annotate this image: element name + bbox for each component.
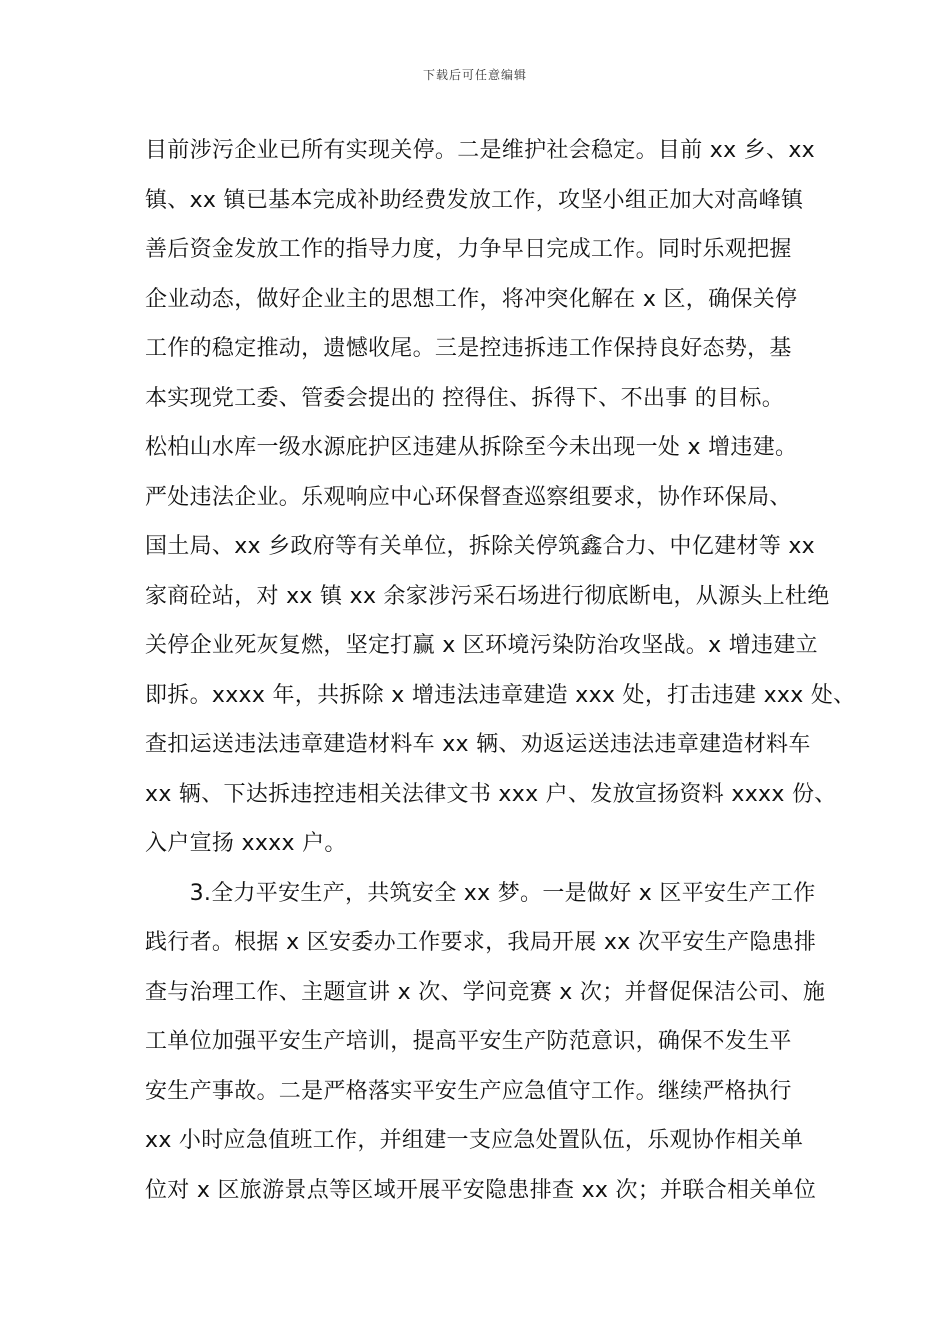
text-line: 查与治理工作、主题宣讲 x 次、学问竞赛 x 次；并督促保洁公司、施 — [145, 979, 826, 1005]
text-line: 镇、xx 镇已基本完成补助经费发放工作，攻坚小组正加大对高峰镇 — [145, 187, 804, 213]
text-line: 本实现党工委、管委会提出的 控得住、拆得下、不出事 的目标。 — [145, 385, 784, 411]
text-line: 国土局、xx 乡政府等有关单位，拆除关停筑鑫合力、中亿建材等 xx — [145, 534, 815, 559]
text-line: 企业动态，做好企业主的思想工作，将冲突化解在 x 区，确保关停 — [145, 286, 798, 312]
text-line: 家商砼站，对 xx 镇 xx 余家涉污采石场进行彻底断电，从源头上杜绝 — [145, 583, 830, 609]
paragraph-start-line: 3.全力平安生产，共筑安全 xx 梦。一是做好 x 区平安生产工作 — [145, 880, 816, 906]
text-line: 严处违法企业。乐观响应中心环保督查巡察组要求，协作环保局、 — [145, 484, 792, 510]
text-line: 工单位加强平安生产培训，提高平安生产防范意识，确保不发生平 — [145, 1029, 792, 1054]
text-line: 践行者。根据 x 区安委办工作要求，我局开展 xx 次平安生产隐患排 — [145, 930, 817, 955]
text-line: 位对 x 区旅游景点等区域开展平安隐患排查 xx 次；并联合相关单位 — [145, 1177, 817, 1203]
document-body — [145, 131, 856, 1220]
text-line: 安生产事故。二是严格落实平安生产应急值守工作。继续严格执行 — [145, 1078, 792, 1104]
text-line: 关停企业死灰复燃，坚定打赢 x 区环境污染防治攻坚战。x 增违建立 — [145, 633, 818, 658]
text-line: 善后资金发放工作的指导力度，力争早日完成工作。同时乐观把握 — [145, 237, 792, 262]
text-line: 查扣运送违法违章建造材料车 xx 辆、劝返运送违法违章建造材料车 — [145, 732, 811, 757]
text-line: 即拆。xxxx 年，共拆除 x 增违法违章建造 xxx 处，打击违建 xxx 处、 — [145, 682, 856, 708]
text-line: xx 小时应急值班工作，并组建一支应急处置队伍，乐观协作相关单 — [145, 1128, 804, 1153]
text-line: xx 辆、下达拆违控违相关法律文书 xxx 户、发放宣扬资料 xxxx 份、 — [145, 781, 837, 807]
text-line: 工作的稳定推动，遗憾收尾。三是控违拆违工作保持良好态势，基 — [145, 336, 792, 361]
text-line: 松柏山水库一级水源庇护区违建从拆除至今未出现一处 x 增违建。 — [145, 435, 798, 460]
text-line: 入户宣扬 xxxx 户。 — [145, 831, 347, 856]
page-header: 下载后可任意编辑 — [422, 68, 527, 82]
text-line: 目前涉污企业已所有实现关停。二是维护社会稳定。目前 xx 乡、xx — [145, 138, 815, 163]
